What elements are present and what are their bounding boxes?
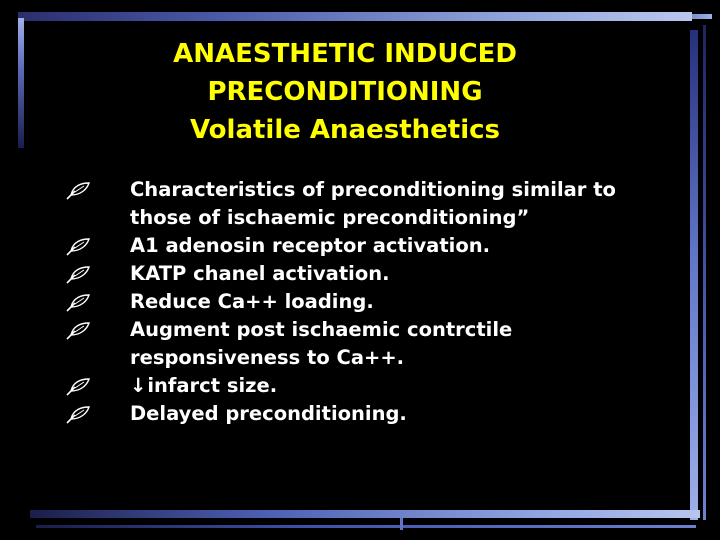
- bullet-text: infarct size.: [147, 374, 278, 397]
- feather-quill-icon: [66, 378, 90, 396]
- title-line-2: PRECONDITIONING: [207, 77, 483, 107]
- feather-quill-icon: [66, 294, 90, 312]
- bullet-text: Augment post ischaemic contrctile responsiveness to Ca++.: [130, 318, 513, 369]
- feather-quill-icon: [66, 406, 90, 424]
- title-line-3: Volatile Anaesthetics: [189, 115, 501, 145]
- bullet-list: [66, 176, 666, 428]
- frame-bar-left: [18, 18, 24, 148]
- frame-bar-right: [690, 30, 698, 520]
- frame-bar-right-thin: [703, 25, 706, 520]
- bullet-text: Reduce Ca++ loading.: [130, 290, 374, 313]
- feather-quill-icon: [66, 182, 90, 200]
- bullet-item: [66, 400, 666, 428]
- frame-bar-top: [18, 12, 692, 21]
- frame-bar-bottom-thin: [36, 525, 696, 528]
- feather-quill-icon: [66, 238, 90, 256]
- feather-quill-icon: [66, 322, 90, 340]
- bullet-text: KATP chanel activation.: [130, 262, 390, 285]
- bullet-item: [66, 176, 666, 232]
- bullet-item: [66, 232, 666, 260]
- bullet-text: A1 adenosin receptor activation.: [130, 234, 491, 257]
- slide-title: [40, 35, 650, 149]
- feather-quill-icon: [66, 266, 90, 284]
- bullet-text: Characteristics of preconditioning similar to those of ischaemic preconditioning”: [130, 178, 616, 229]
- title-line-1: ANAESTHETIC INDUCED: [173, 39, 517, 69]
- frame-bar-top-end: [692, 14, 712, 19]
- frame-bar-bottom: [30, 510, 700, 518]
- bullet-item: [66, 260, 666, 288]
- bullet-item: [66, 372, 666, 400]
- bullet-text: Delayed preconditioning.: [130, 402, 407, 425]
- down-arrow-icon: ↓: [130, 374, 147, 397]
- frame-bar-bottom-tick: [400, 518, 403, 530]
- bullet-item: [66, 316, 666, 372]
- bullet-item: [66, 288, 666, 316]
